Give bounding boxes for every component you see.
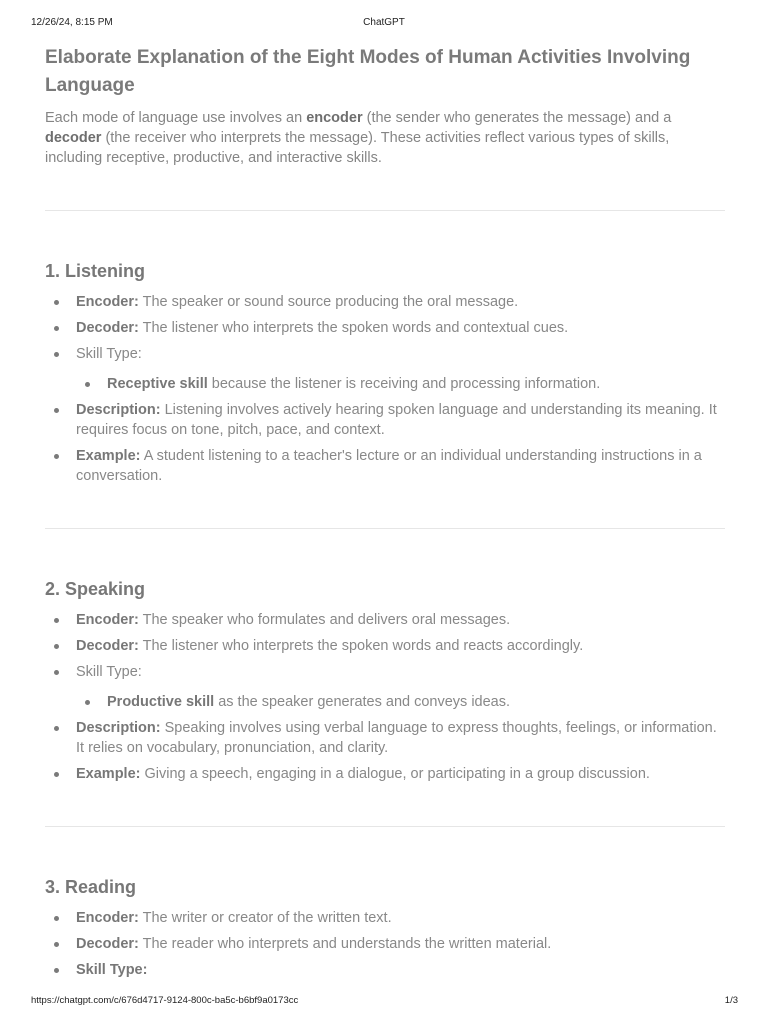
encoder-text: The speaker or sound source producing the oral message. [138, 294, 519, 310]
print-page-title: ChatGPT [363, 17, 405, 28]
list-item-decoder [45, 318, 725, 338]
example-label: Example: [76, 448, 141, 464]
page-number: 1/3 [724, 995, 738, 1006]
encoder-text: The writer or creator of the written text. [138, 910, 392, 926]
decoder-label: Decoder: [76, 320, 139, 336]
list-item-decoder [45, 934, 725, 954]
list-item-encoder [45, 610, 725, 630]
section-list-speaking [45, 610, 725, 784]
intro-decoder-term: decoder [45, 130, 102, 146]
decoder-text: The listener who interprets the spoken words and contextual cues. [138, 320, 569, 336]
decoder-label: Decoder: [76, 936, 139, 952]
skill-text: because the listener is receiving and processing information. [207, 376, 601, 392]
page-url: https://chatgpt.com/c/676d4717-9124-800c-ba5c-b6bf9a0173cc [31, 995, 299, 1006]
skill-name: Productive skill [107, 694, 215, 710]
document-content [45, 44, 725, 980]
list-item-example [45, 764, 725, 784]
intro-encoder-term: encoder [306, 110, 363, 126]
intro-paragraph [45, 108, 725, 168]
skill-type-label: Skill Type: [76, 346, 142, 362]
section-heading-listening: 1. Listening [45, 261, 146, 281]
list-item-skill-detail [45, 692, 725, 712]
divider [45, 210, 725, 211]
list-item-description [45, 718, 725, 758]
divider [45, 528, 725, 529]
section-heading-speaking: 2. Speaking [45, 579, 146, 599]
encoder-label: Encoder: [76, 612, 139, 628]
list-item-encoder [45, 908, 725, 928]
decoder-text: The reader who interprets and understands the written material. [138, 936, 552, 952]
encoder-label: Encoder: [76, 910, 139, 926]
section-heading-reading: 3. Reading [45, 877, 137, 897]
skill-name: Receptive skill [107, 376, 208, 392]
decoder-label: Decoder: [76, 638, 139, 654]
description-label: Description: [76, 402, 161, 418]
decoder-text: The listener who interprets the spoken words and reacts accordingly. [138, 638, 584, 654]
skill-text: as the speaker generates and conveys ideas. [214, 694, 511, 710]
list-item-skill-type [45, 344, 725, 364]
section-list-listening [45, 292, 725, 486]
intro-text-2: (the sender who generates the message) and a [362, 110, 672, 126]
skill-type-label: Skill Type: [76, 962, 148, 978]
list-item-skill-type [45, 960, 725, 980]
description-label: Description: [76, 720, 161, 736]
example-text: Giving a speech, engaging in a dialogue, or participating in a group discussion. [140, 766, 650, 782]
description-text: Listening involves actively hearing spoken language and understanding its meaning. It requires focus on tone, pitch, pace, and context. [76, 402, 717, 438]
encoder-text: The speaker who formulates and delivers oral messages. [138, 612, 511, 628]
list-item-skill-detail [45, 374, 725, 394]
document-title: Elaborate Explanation of the Eight Modes of Human Activities Involving Language [45, 47, 691, 96]
list-item-encoder [45, 292, 725, 312]
divider [45, 826, 725, 827]
example-text: A student listening to a teacher's lecture or an individual understanding instructions in a conversation. [76, 448, 702, 484]
encoder-label: Encoder: [76, 294, 139, 310]
print-datetime: 12/26/24, 8:15 PM [31, 17, 113, 28]
intro-text-1: Each mode of language use involves an [45, 110, 307, 126]
list-item-skill-type [45, 662, 725, 682]
list-item-description [45, 400, 725, 440]
intro-text-3: (the receiver who interprets the message). These activities reflect various types of skills, including receptive, productive, and interactive skills. [45, 130, 670, 166]
skill-type-label: Skill Type: [76, 664, 142, 680]
section-list-reading [45, 908, 725, 980]
list-item-example [45, 446, 725, 486]
description-text: Speaking involves using verbal language to express thoughts, feelings, or information. It relies on vocabulary, pronunciation, and clarity. [76, 720, 717, 756]
example-label: Example: [76, 766, 141, 782]
list-item-decoder [45, 636, 725, 656]
